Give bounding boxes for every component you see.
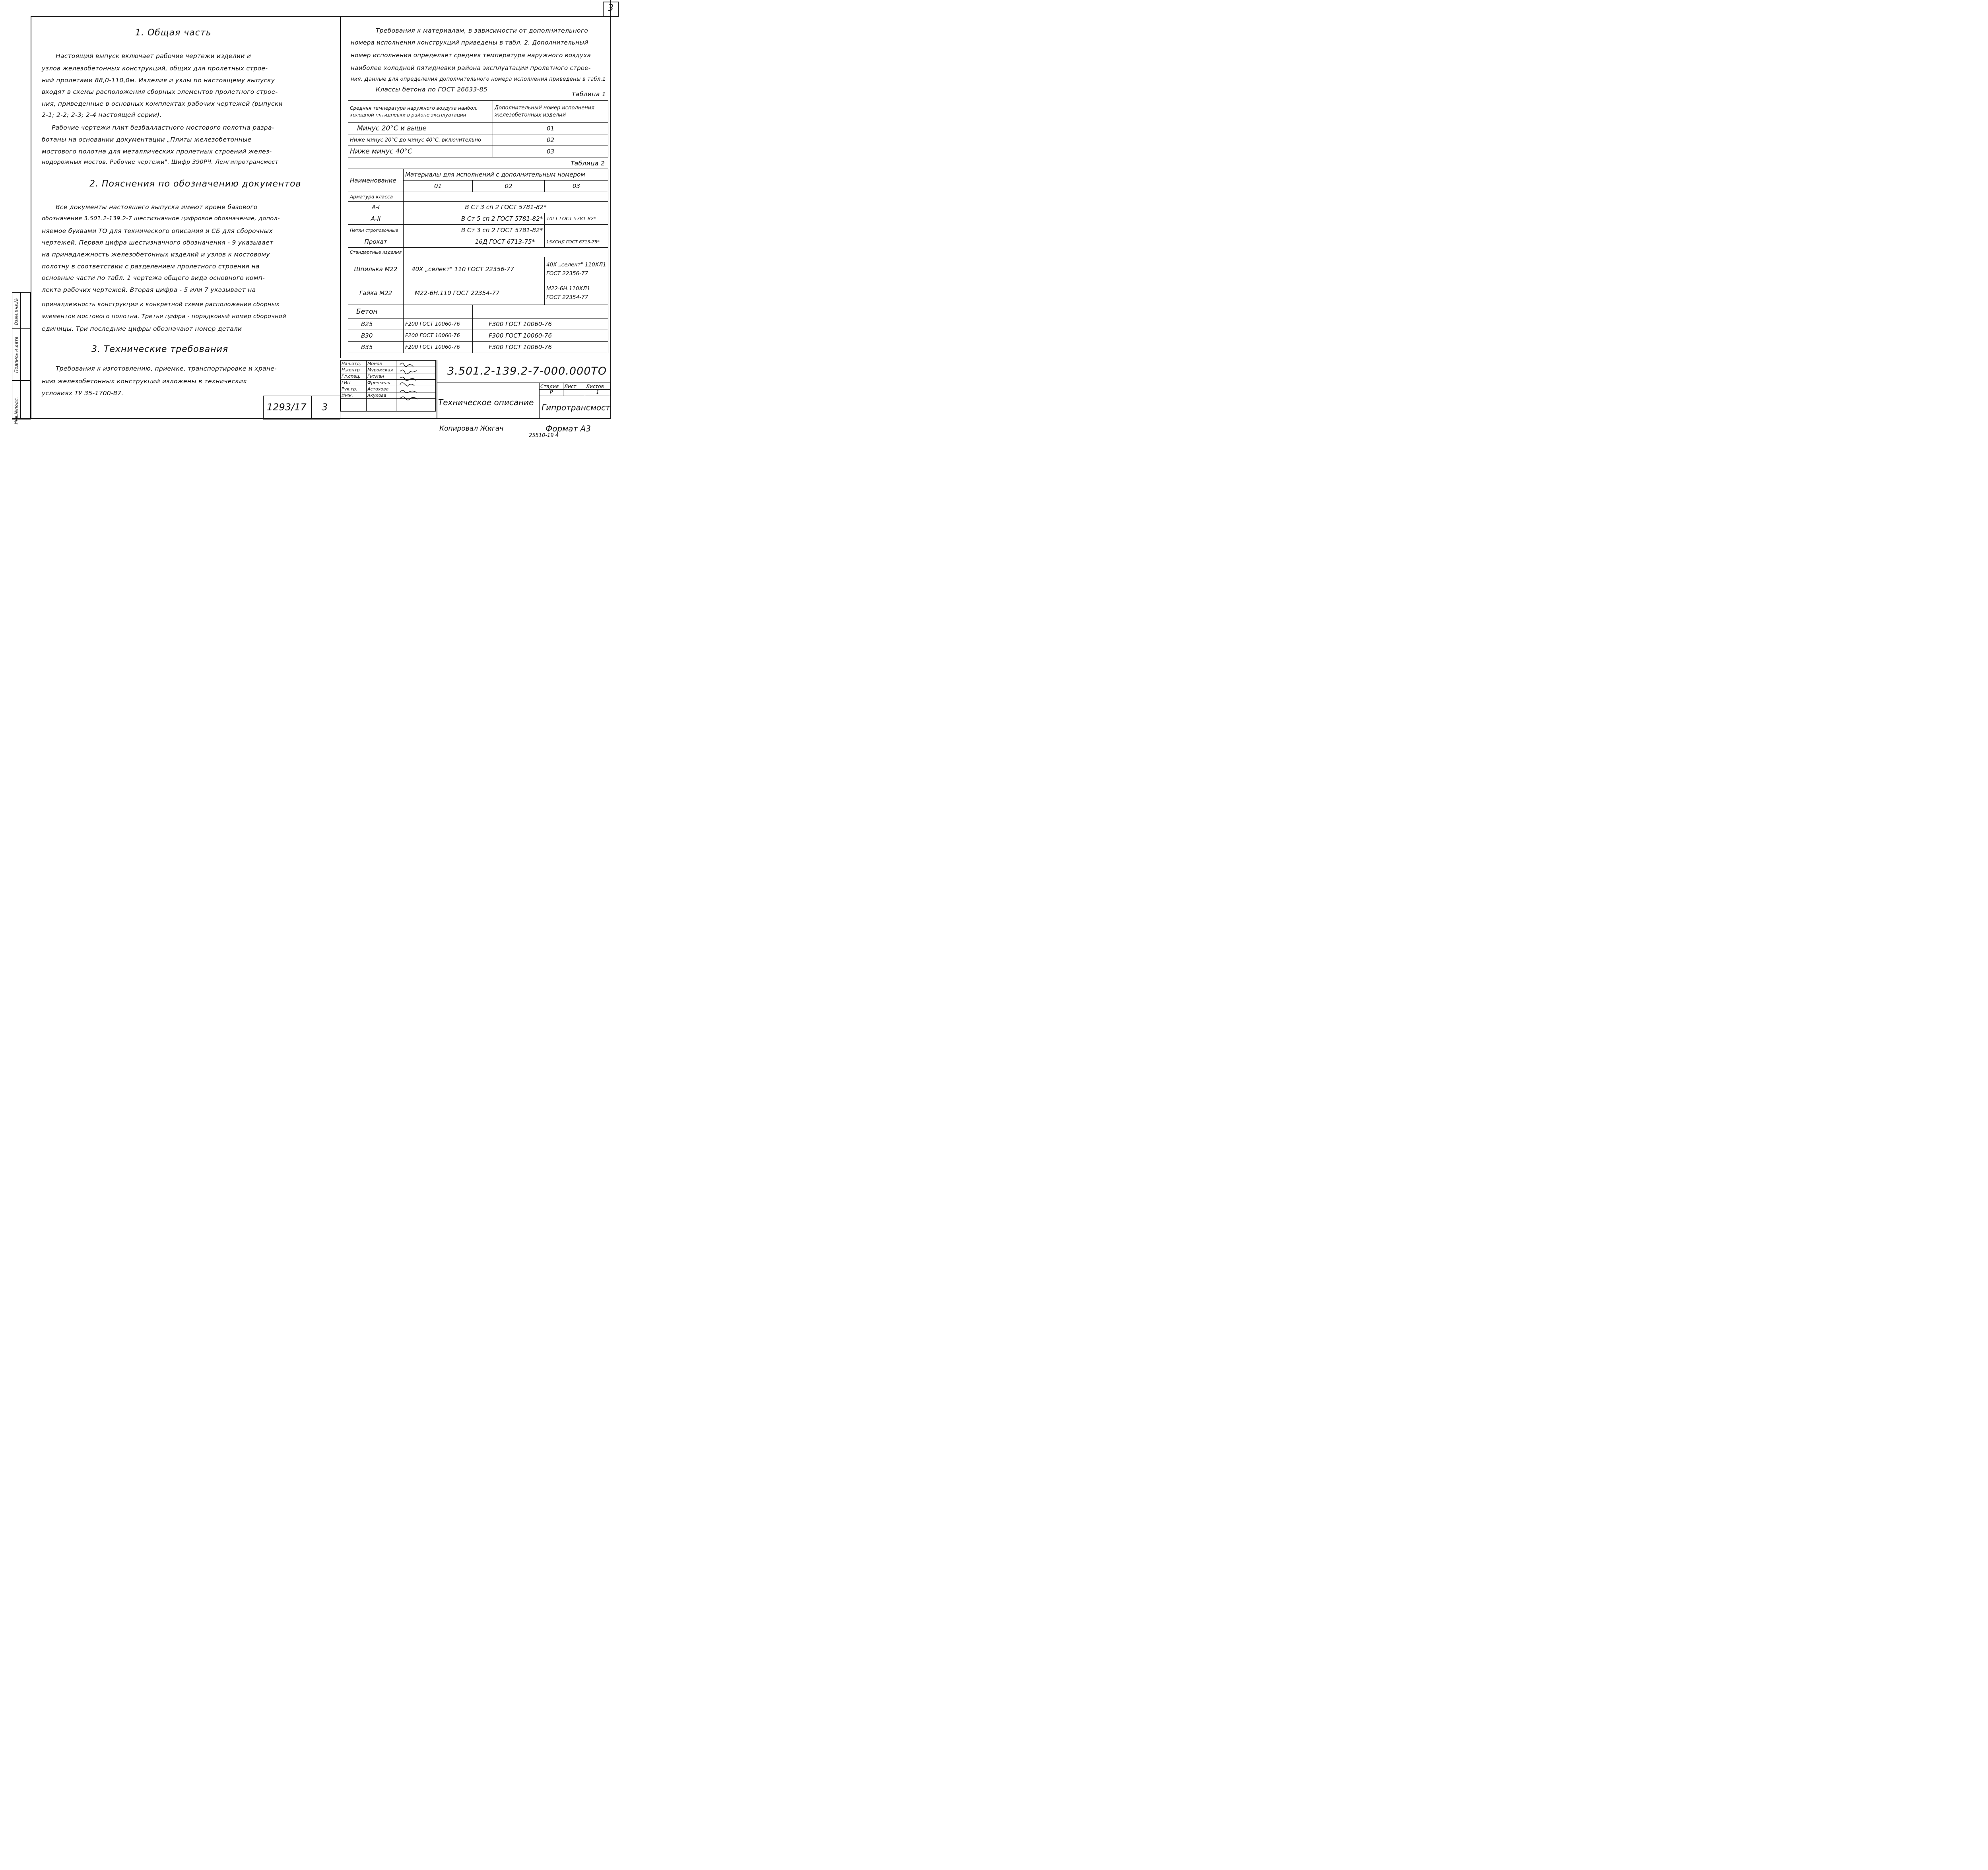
table1 (348, 100, 608, 157)
t2-shpilka: Шпилька М22 (348, 257, 404, 281)
stamp-person: Френкель (367, 380, 396, 386)
t2-prokat: Прокат (348, 236, 404, 248)
stamp-person: Гитман (367, 373, 396, 380)
t2-a1-val: В Ст 3 сп 2 ГОСТ 5781-82* (404, 202, 608, 213)
sheets-value: 1 (585, 390, 610, 396)
copied-by: Копировал Жигач (439, 425, 504, 433)
t2-empty (545, 225, 608, 236)
stamp-empty (414, 405, 436, 412)
stamp-empty (341, 405, 367, 412)
sheet-number-box (603, 2, 619, 17)
stamp-people (340, 360, 436, 412)
stamp-empty (396, 405, 414, 412)
t2-gaika: Гайка М22 (348, 281, 404, 305)
stamp-role: ГИП (341, 380, 367, 386)
table1-cell: Ниже минус 20°С до минус 40°С, включительно (348, 134, 493, 146)
s3-line: нию железобетонных конструкций изложены в технических (42, 378, 247, 385)
inventory-box (263, 396, 312, 419)
t2-b30-2: F300 ГОСТ 10060-76 (473, 330, 608, 342)
table1-cell: 02 (493, 134, 608, 146)
organization: Гипротрансмост (542, 403, 610, 412)
t2-a2-val3: 10ГТ ГОСТ 5781-82* (545, 213, 608, 225)
s1-line: Настоящий выпуск включает рабочие чертежи изделий и (56, 52, 251, 60)
t2-petli-val: В Ст 3 сп 2 ГОСТ 5781-82* (404, 225, 545, 236)
format: Формат А3 (546, 424, 591, 433)
stamp-person: Монов (367, 361, 396, 367)
t2-b25-1: F200 ГОСТ 10060-76 (404, 318, 473, 330)
t2-b35-2: F300 ГОСТ 10060-76 (473, 342, 608, 353)
t2-std: Стандартные изделия (348, 248, 404, 257)
right-line: наиболее холодной пятидневки района эксплуатации пролетного строе- (351, 64, 591, 72)
sheet-number: 3 (608, 3, 613, 13)
s1-line: узлов железобетонных конструкций, общих для пролетных строе- (42, 65, 268, 72)
t2-beton: Бетон (348, 305, 404, 318)
s1-line: Рабочие чертежи плит безбалластного мостового полотна разра- (52, 124, 274, 131)
s2-line: принадлежность конструкции к конкретной схеме расположения сборных (42, 301, 280, 308)
t2-b30: В30 (348, 330, 404, 342)
t2-a1: А-I (348, 202, 404, 213)
side-label-sign: Подпись и дата (14, 336, 19, 373)
t2-prokat-val: 16Д ГОСТ 6713-75* (404, 236, 545, 248)
t2-armatura: Арматура класса (348, 192, 404, 202)
signatures (398, 361, 421, 404)
s1-line: мостового полотна для металлических пролетных строений желез- (42, 148, 272, 155)
s2-line: лекта рабочих чертежей. Вторая цифра - 5 или 7 указывает на (42, 286, 256, 293)
s2-line: няемое буквами ТО для технического описания и СБ для сборочных (42, 227, 273, 235)
t2-h-01: 01 (404, 181, 473, 192)
sheet-value (563, 390, 585, 396)
section-2-title: 2. Пояснения по обозначению документов (89, 179, 301, 189)
s1-line: ботаны на основании документации „Плиты железобетонные (42, 136, 252, 143)
stamp-role: Инж. (341, 392, 367, 399)
section-3-title: 3. Технические требования (91, 344, 229, 354)
stamp-empty (367, 405, 396, 412)
s2-line: Все документы настоящего выпуска имеют кроме базового (56, 204, 258, 211)
t2-b25: В25 (348, 318, 404, 330)
s1-line: ний пролетами 88,0-110,0м. Изделия и узлы по настоящему выпуску (42, 77, 275, 84)
s1-line: входят в схемы расположения сборных элементов пролетного строе- (42, 88, 278, 95)
inventory-sheet-box (311, 396, 340, 419)
t2-h-materials: Материалы для исполнений с дополнительным номером (404, 169, 608, 181)
side-stamp (12, 292, 31, 425)
stamp-person: Астахова (367, 386, 396, 392)
t2-gaika-val3: М22-6Н.110ХЛ1 ГОСТ 22354-77 (545, 281, 608, 305)
stage-value: Р (540, 390, 563, 396)
s1-line: ния, приведенные в основных комплектах рабочих чертежей (выпуски (42, 100, 283, 107)
right-line: номер исполнения определяет средняя температура наружного воздуха (351, 52, 591, 59)
stamp-role: Н.контр (341, 367, 367, 373)
side-label-replace: Взам.инв.№ (14, 298, 19, 325)
inventory-number: 1293/17 (267, 402, 307, 413)
drawing-sheet (0, 0, 623, 442)
table2-caption: Таблица 2 (571, 160, 605, 167)
t2-empty (404, 305, 473, 318)
inventory-sheet: 3 (322, 402, 328, 413)
t2-b30-1: F200 ГОСТ 10060-76 (404, 330, 473, 342)
stamp-empty (367, 399, 396, 405)
section-1-title: 1. Общая часть (135, 28, 212, 38)
stamp-person: Муромская (367, 367, 396, 373)
s2-line: единицы. Три последние цифры обозначают номер детали (42, 325, 242, 332)
table2 (348, 169, 608, 353)
sheet-header: Лист (563, 383, 585, 390)
right-line: Требования к материалам, в зависимости от дополнительного (376, 27, 588, 34)
s2-line: обозначения 3.501.2-139.2-7 шестизначное цифровое обозначение, допол- (42, 216, 280, 222)
right-line: ния. Данные для определения дополнительного номера исполнения приведены в табл.1 (351, 76, 606, 82)
footer-code: 25510-19 4 (529, 433, 559, 439)
s2-line: на принадлежность железобетонных изделий и узлов к мостовому (42, 251, 270, 258)
t2-empty (404, 248, 608, 257)
table1-cell: Минус 20°С и выше (348, 123, 493, 134)
side-label-inv: Инв.№подл. (14, 397, 19, 425)
s3-line: условиях ТУ 35-1700-87. (42, 390, 124, 397)
t2-a2-val: В Ст 5 сп 2 ГОСТ 5781-82* (404, 213, 545, 225)
s2-line: полотну в соответствии с разделением пролетного строения на (42, 263, 260, 270)
t2-h-03: 03 (545, 181, 608, 192)
t2-empty (404, 192, 608, 202)
stamp-role: Рук.гр. (341, 386, 367, 392)
table1-caption: Таблица 1 (572, 91, 606, 98)
stamp-role: Нач.отд. (341, 361, 367, 367)
table1-cell: 01 (493, 123, 608, 134)
right-line: номера исполнения конструкций приведены в табл. 2. Дополнительный (351, 39, 588, 46)
s1-line: 2-1; 2-2; 2-3; 2-4 настоящей серии). (42, 111, 162, 118)
s2-line: чертежей. Первая цифра шестизначного обозначения - 9 указывает (42, 239, 274, 246)
stamp-person: Акулова (367, 392, 396, 399)
t2-shpilka-val3: 40Х „селект" 110ХЛ1 ГОСТ 22356-77 (545, 257, 608, 281)
t2-h-name: Наименование (348, 169, 404, 192)
t2-b35-1: F200 ГОСТ 10060-76 (404, 342, 473, 353)
t2-b25-2: F300 ГОСТ 10060-76 (473, 318, 608, 330)
t2-b35: В35 (348, 342, 404, 353)
table1-header-right: Дополнительный номер исполнения железобетонных изделий (493, 101, 608, 123)
table1-cell: 03 (493, 146, 608, 157)
s3-line: Требования к изготовлению, приемке, транспортировке и хране- (56, 365, 277, 372)
table1-header-left: Средняя температура наружного воздуха наибол. холодной пятидневки в районе эксплуатации (348, 101, 493, 123)
stage-table (539, 383, 610, 396)
s2-line: элементов мостового полотна. Третья цифра - порядковый номер сборочной (42, 313, 286, 320)
table1-cell: Ниже минус 40°С (348, 146, 493, 157)
t2-h-02: 02 (473, 181, 545, 192)
document-title: Техническое описание (438, 398, 534, 407)
document-code: 3.501.2-139.2-7-000.000ТО (447, 365, 607, 377)
t2-a2: А-II (348, 213, 404, 225)
t2-empty (473, 305, 608, 318)
s1-line: нодорожных мостов. Рабочие чертежи". Шифр 390РЧ. Ленгипротрансмост (42, 159, 279, 165)
t2-gaika-val: М22-6Н.110 ГОСТ 22354-77 (404, 281, 545, 305)
t2-shpilka-val: 40Х „селект" 110 ГОСТ 22356-77 (404, 257, 545, 281)
sheets-header: Листов (585, 383, 610, 390)
stamp-role: Гл.спец. (341, 373, 367, 380)
stamp-empty (341, 399, 367, 405)
right-line: Классы бетона по ГОСТ 26633-85 (376, 86, 488, 93)
stage-header: Стадия (540, 383, 563, 390)
t2-petli: Петли строповочные (348, 225, 404, 236)
t2-prokat-val3: 15ХСНД ГОСТ 6713-75* (545, 236, 608, 248)
s2-line: основные части по табл. 1 чертежа общего вида основного комп- (42, 274, 265, 282)
